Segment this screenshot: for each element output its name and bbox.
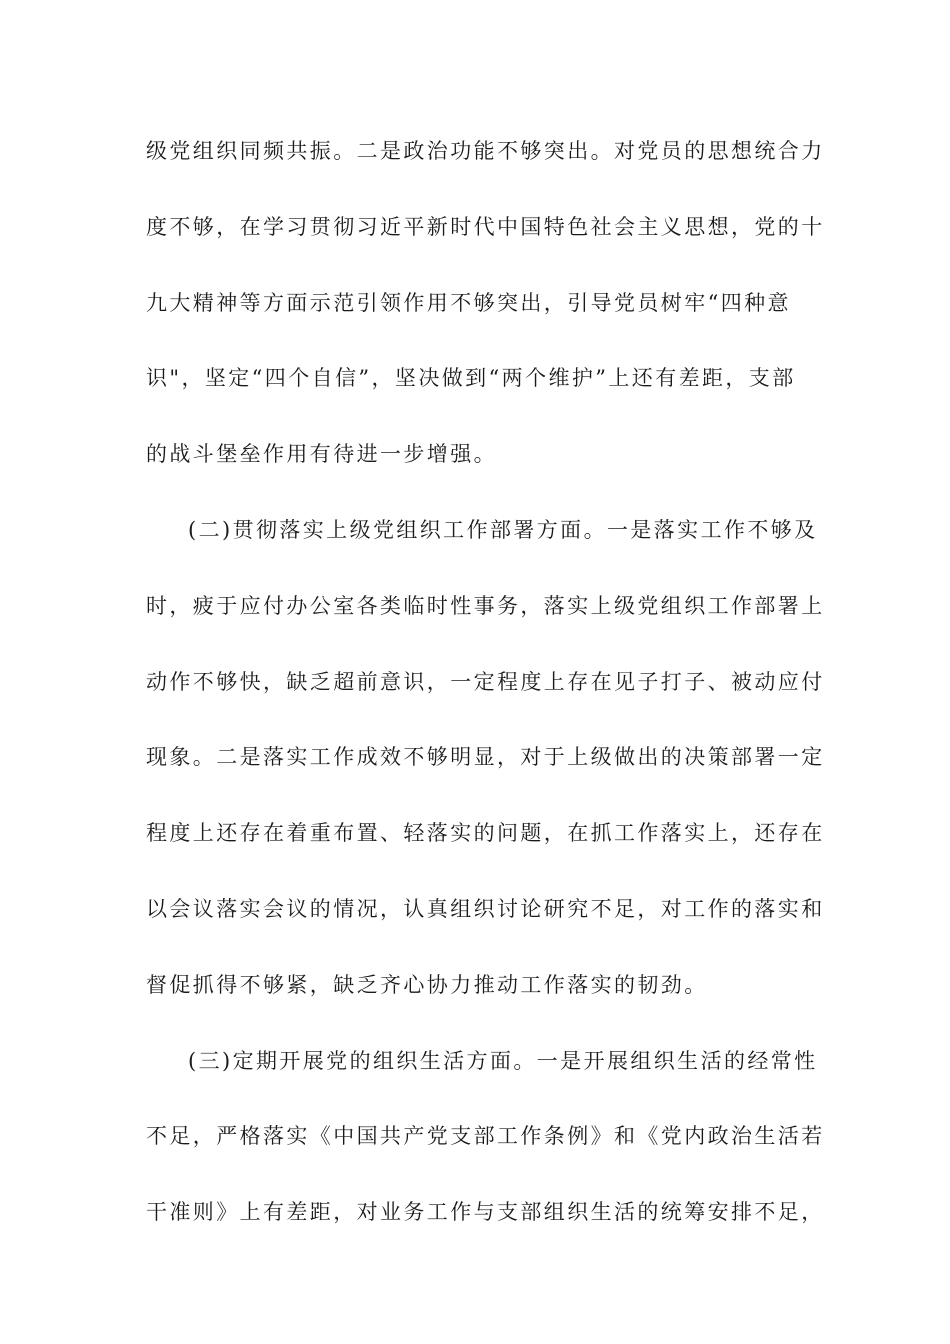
text-line: 级党组织同频共振。二是政治功能不够突出。对党员的思想统合力 xyxy=(146,139,825,163)
text-line: 时，疲于应付办公室各类临时性事务，落实上级党组织工作部署上 xyxy=(146,593,825,618)
text-line: 动作不够快，缺乏超前意识，一定程度上存在见子打子、被动应付 xyxy=(146,669,825,694)
text-line: 九大精神等方面示范引领作用不够突出，引导党员树牢“四种意 xyxy=(146,290,791,315)
section-heading-line: (三)定期开展党的组织生活方面。一是开展组织生活的经常性 xyxy=(188,1048,818,1073)
section-heading-line: (二)贯彻落实上级党组织工作部署方面。一是落实工作不够及 xyxy=(188,517,818,542)
document-body xyxy=(146,133,825,1270)
text-line: 现象。二是落实工作成效不够明显，对于上级做出的决策部署一定 xyxy=(146,745,825,770)
text-line: 督促抓得不够紧，缺乏齐心协力推动工作落实的韧劲。 xyxy=(146,972,708,997)
text-line: 干准则》上有差距，对业务工作与支部组织生活的统筹安排不足， xyxy=(146,1200,825,1225)
text-line: 的战斗堡垒作用有待进一步增强。 xyxy=(146,442,497,467)
text-line: 不足，严格落实《中国共产党支部工作条例》和《党内政治生活若 xyxy=(146,1124,825,1149)
text-line: 度不够，在学习贯彻习近平新时代中国特色社会主义思想，党的十 xyxy=(146,214,825,239)
text-line: 程度上还存在着重布置、轻落实的问题，在抓工作落实上，还存在 xyxy=(146,821,825,846)
text-line: 以会议落实会议的情况，认真组织讨论研究不足，对工作的落实和 xyxy=(146,896,825,921)
text-line: 识"，坚定“四个自信”，坚决做到“两个维护”上还有差距，支部 xyxy=(146,366,796,391)
